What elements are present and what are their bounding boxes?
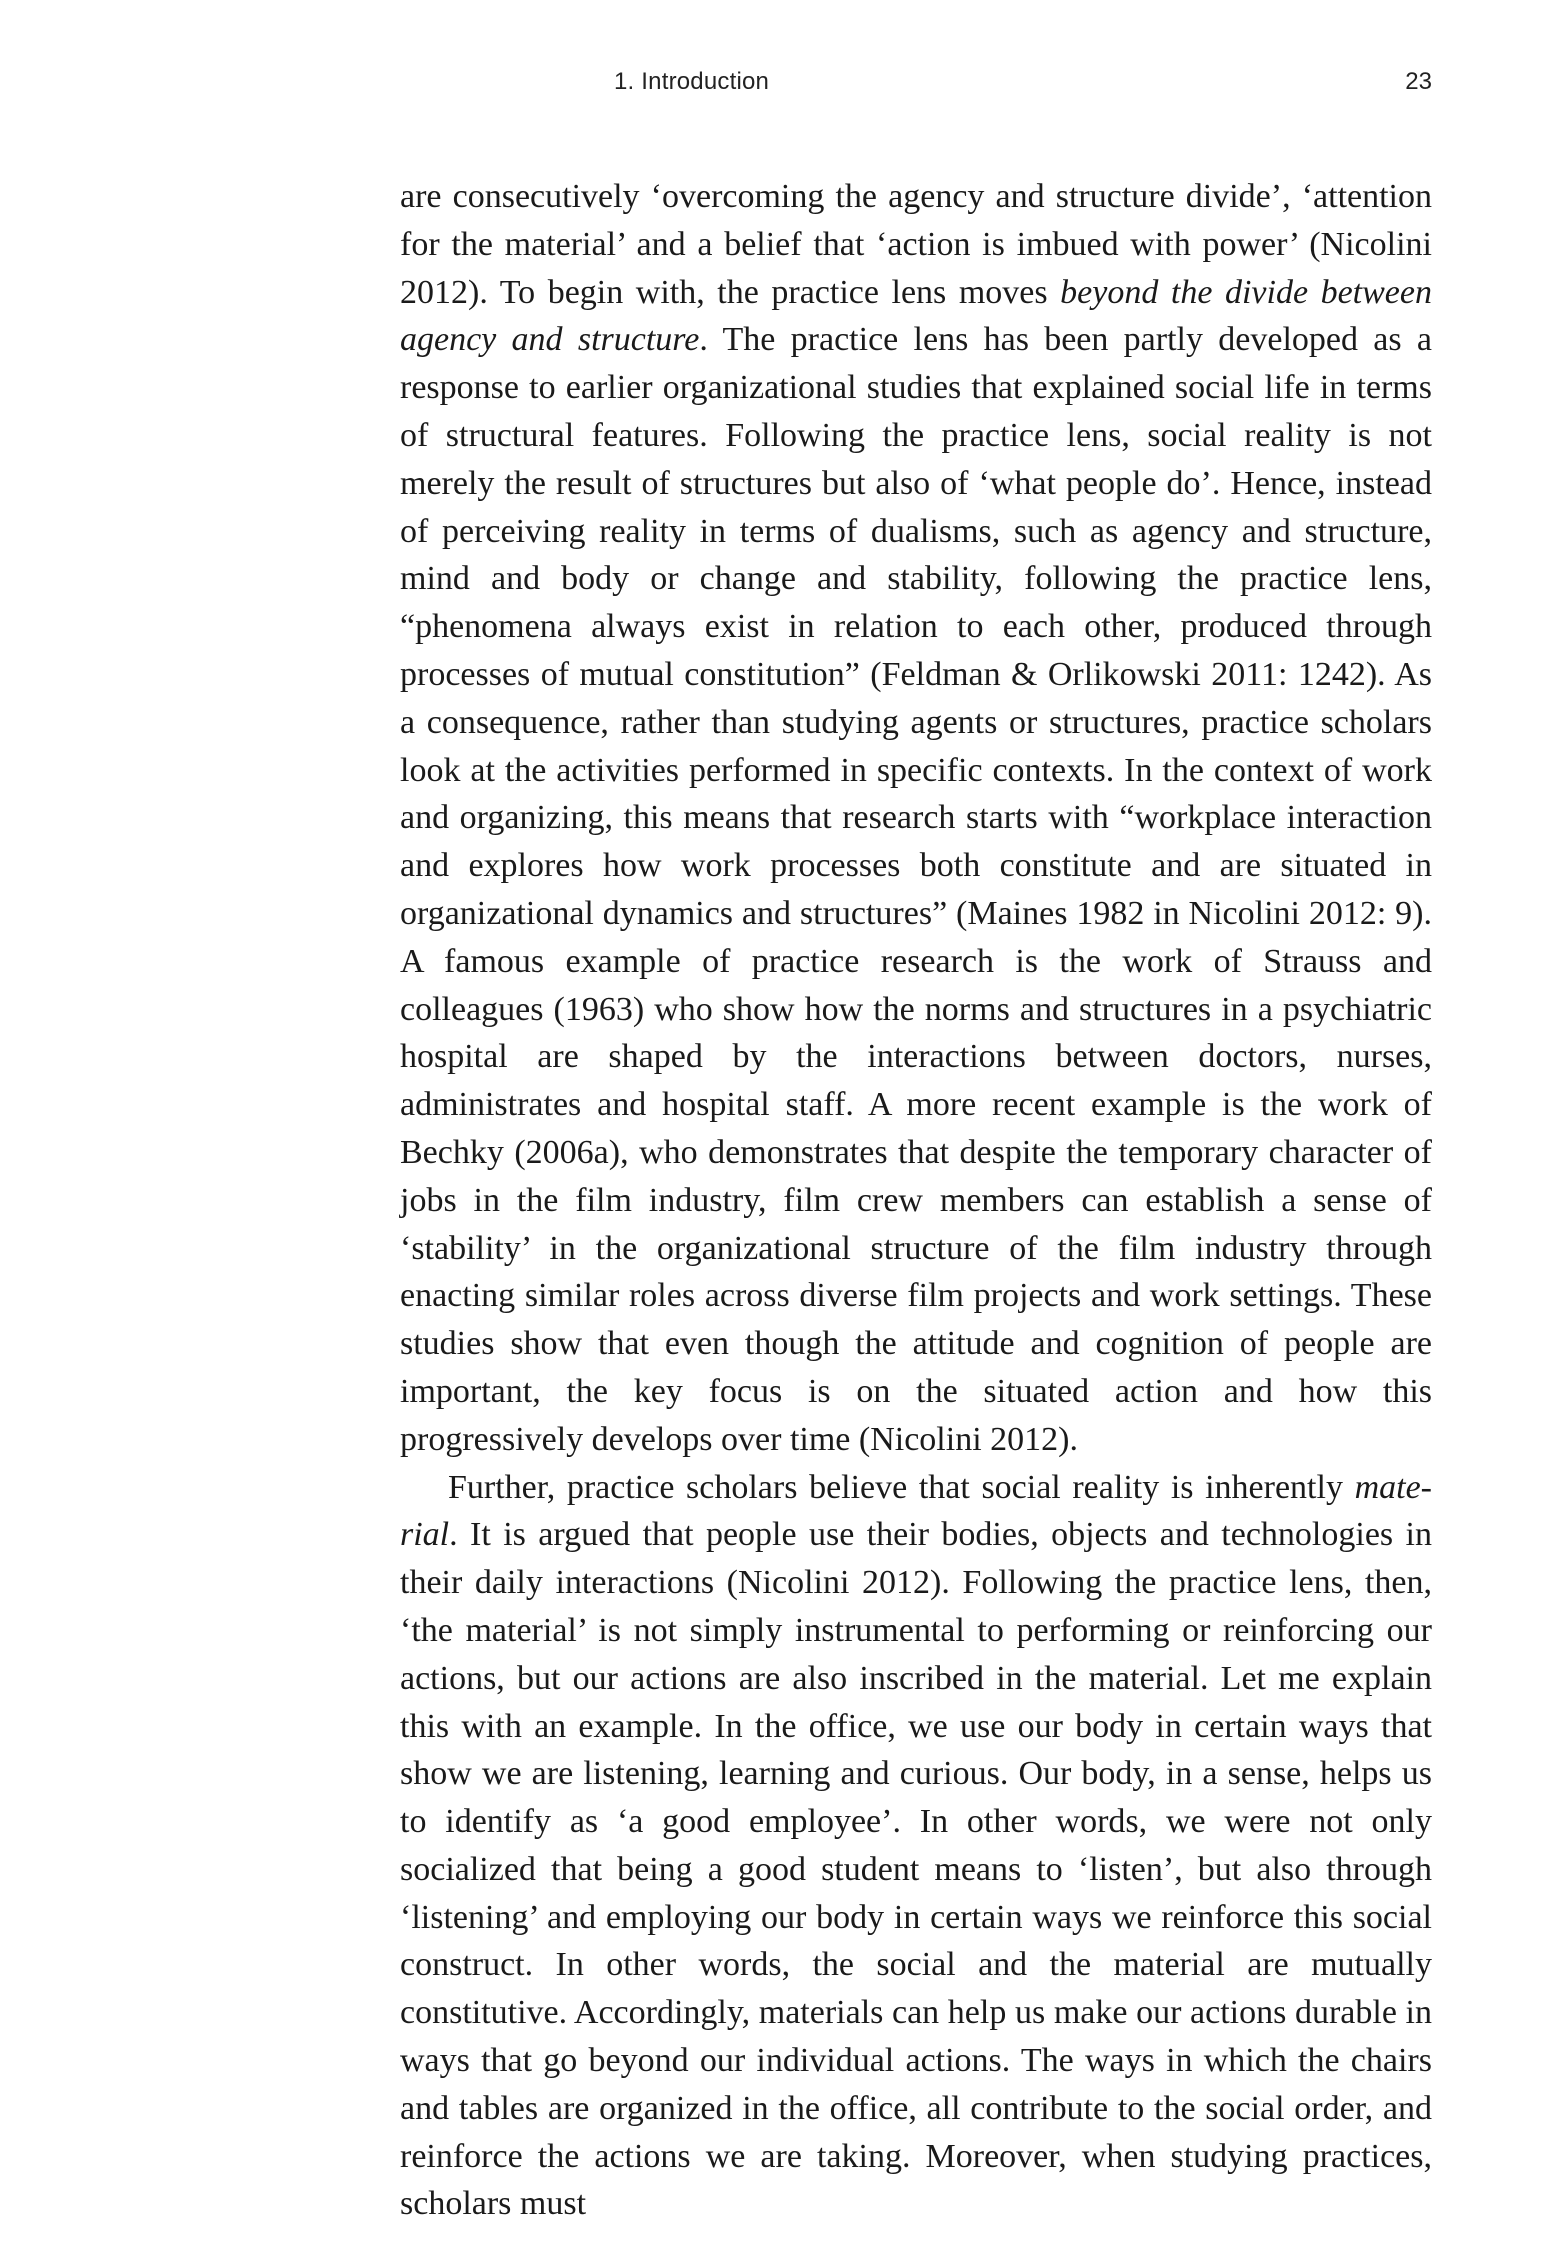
paragraph-2 [400, 1464, 1432, 2229]
paragraph-1-text-b: . The practice lens has been partly developed as a response to earlier organizational studies that explained social life in terms of structural features. Following the practice lens, social reality is not merely the result of structures but also of ‘what people do’. Hence, instead of perceiving reality in terms of dualisms, such as agency and structure, mind and body or change and stability, following the practice lens, “phenomena always exist in relation to each other, produced through processes of mutual constitution” (Feldman & Orlikowski 2011: 1242). As a consequence, rather than studying agents or structures, practice scholars look at the activities performed in specific contexts. In the context of work and organizing, this means that research starts with “workplace interaction and explores how work processes both constitute and are situated in organizational dynamics and structures” (Maines 1982 in Nicolini 2012: 9). A famous example of practice research is the work of Strauss and colleagues (1963) who show how the norms and structures in a psychiatric hospital are shaped by the interactions between doctors, nurses, administrates and hospital staff. A more recent example is the work of Bechky (2006a), who demonstrates that despite the temporary character of jobs in the film industry, film crew members can establish a sense of ‘stability’ in the organizational structure of the film industry through enacting similar roles across diverse film projects and work settings. These studies show that even though the attitude and cognition of people are important, the key focus is on the situated action and how this progressively develops over time (Nicolini 2012). [400, 321, 1432, 1458]
paragraph-1-text-a: are consecutively ‘overcoming the agency and structure divide’, ‘attention for the material’ and a belief that ‘action is imbued with power’ (Nicolini 2012). To begin with, the practice lens moves [400, 178, 1432, 311]
running-header-section-title: 1. Introduction [614, 68, 770, 95]
paragraph-1 [400, 173, 1432, 1464]
paragraph-2-emphasis: material [400, 1468, 1432, 1554]
paragraph-2-text-a: Further, practice scholars believe that social reality is inherently [448, 1468, 1355, 1506]
paragraph-1-emphasis: beyond the divide between agency and structure [400, 273, 1432, 359]
page-number: 23 [1405, 68, 1432, 95]
body-text [400, 173, 1432, 2228]
running-header [400, 68, 1432, 100]
paragraph-2-text-b: . It is argued that people use their bodies, objects and technologies in their daily interactions (Nicolini 2012). Following the practice lens, then, ‘the material’ is not simply instrumental to performing or reinforcing our actions, but our actions are also inscribed in the material. Let me explain this with an example. In the office, we use our body in certain ways that show we are listening, learning and curious. Our body, in a sense, helps us to identify as ‘a good employee’. In other words, we were not only socialized that being a good student means to ‘listen’, but also through ‘listening’ and employing our body in certain ways we reinforce this social construct. In other words, the social and the material are mutually constitutive. Accordingly, materials can help us make our actions durable in ways that go beyond our individual actions. The ways in which the chairs and tables are organized in the office, all contribute to the social order, and reinforce the actions we are taking. Moreover, when studying practices, scholars must [400, 1516, 1432, 2223]
